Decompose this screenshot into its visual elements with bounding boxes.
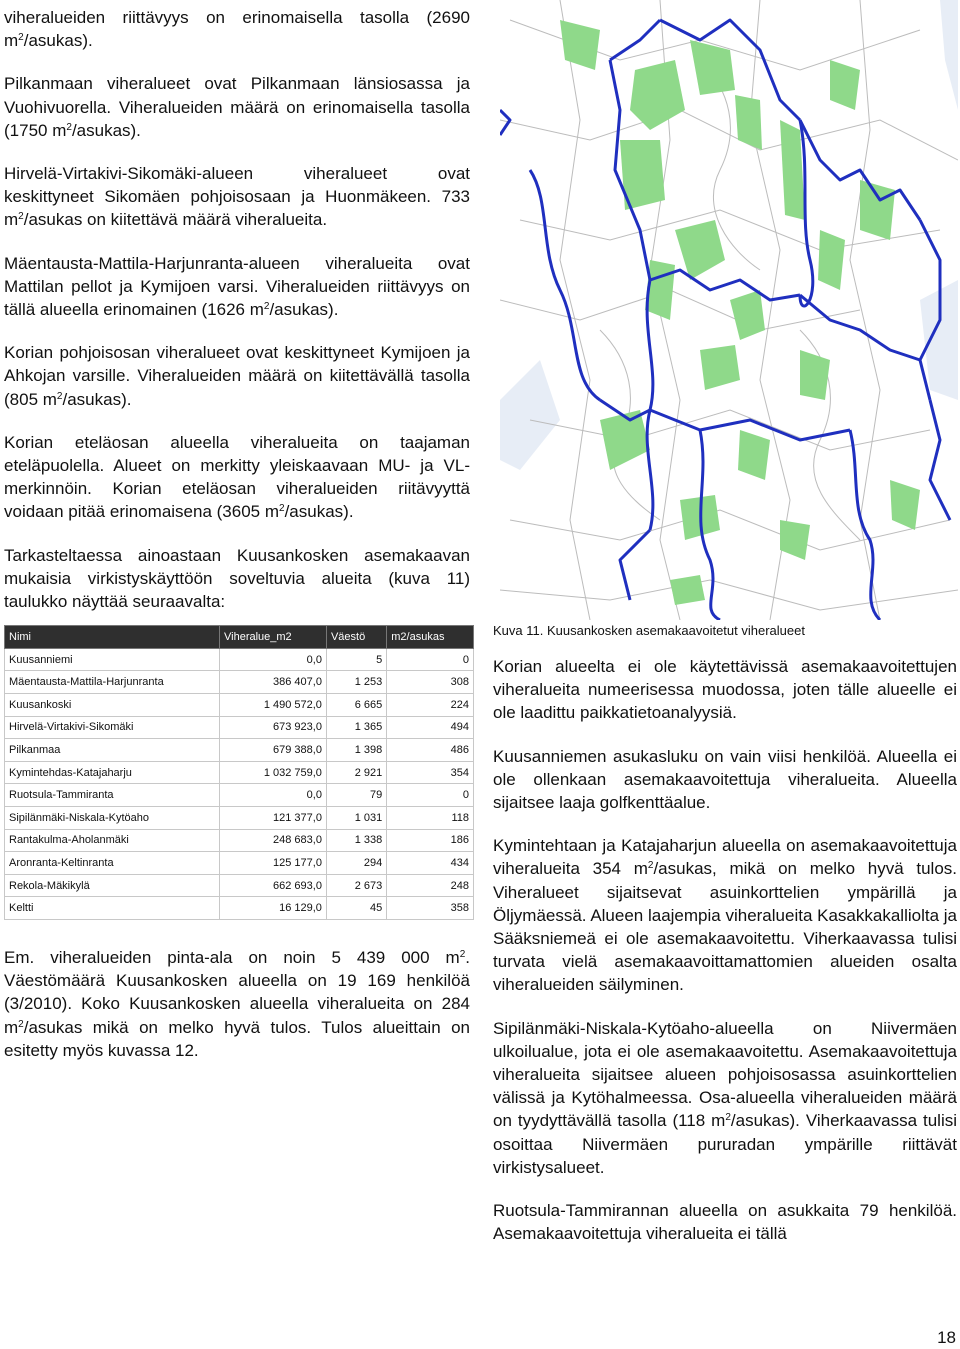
table-row [5,761,474,784]
table-cell: Mäentausta-Mattila-Harjunranta [5,671,220,694]
table-cell: 1 338 [326,829,386,852]
table-cell: Kymintehdas-Katajaharju [5,761,220,784]
table-cell: Hirvelä-Virtakivi-Sikomäki [5,716,220,739]
table-cell: 6 665 [326,694,386,717]
table-cell: 0,0 [220,648,327,671]
table-cell: 121 377,0 [220,807,327,830]
column-header: Nimi [5,626,220,649]
table-row [5,716,474,739]
table-cell: Kuusanniemi [5,648,220,671]
table-row [5,739,474,762]
table-cell: 224 [387,694,474,717]
table-row [5,829,474,852]
table-header-row [5,626,474,649]
table-cell: 358 [387,897,474,920]
table-cell: 0,0 [220,784,327,807]
table-cell: 673 923,0 [220,716,327,739]
table-cell: 5 [326,648,386,671]
table-cell: 1 032 759,0 [220,761,327,784]
paragraph: Kymintehtaan ja Katajaharjun alueella on asemakaavoitettuja viheralueita 354 $m^2$/asukas, mikä on melko hyvä tulos. Viheralueet sijaitsevat asuinkorttelien ympärillä ja Öljymäessä. Alueen laajempia viheralueita Kasakkakalliolta ja Sääksniemeä ei ole asemakaavoitettu. Viherkaavassa tulisi turvata vielä asemakaavoittamattomien alueiden osalta viheralueiden säilyminen. [493,836,957,995]
left-column [4,6,470,1082]
table-cell: 679 388,0 [220,739,327,762]
table-cell: 294 [326,852,386,875]
table-cell: 1 253 [326,671,386,694]
table-cell: 434 [387,852,474,875]
column-header: Väestö [326,626,386,649]
table-row [5,807,474,830]
table-cell: 662 693,0 [220,874,327,897]
table-cell: 186 [387,829,474,852]
table-cell: 79 [326,784,386,807]
paragraph: Hirvelä-Virtakivi-Sikomäki-alueen viheralueet ovat keskittyneet Sikomäen pohjoisosaan ja Huonmäkeen. 733 $m^2$/asukas on kiitettävä määrä viheralueita. [4,164,470,230]
paragraph: Korian eteläosan alueella viheralueita on taajaman eteläpuolella. Alueet on merkitty yleiskaavaan MU- ja VL-merkinnöin. Korian eteläosan viheralueiden riitävyyttä voidaan pitää erinomaisena (3605 $m^2/asukas$). [4,432,470,522]
table-cell: 2 673 [326,874,386,897]
right-column [493,623,957,1265]
table-cell: 486 [387,739,474,762]
paragraph: Korian alueelta ei ole käytettävissä asemakaavoitettujen viheralueita numeerisessa muodossa, joten tälle alueelle ei ole laadittu paikkatietoanalyysiä. [493,657,957,723]
table-cell: 386 407,0 [220,671,327,694]
table-cell: 125 177,0 [220,852,327,875]
table-cell: 494 [387,716,474,739]
paragraph: Pilkanmaan viheralueet ovat Pilkanmaan länsiosassa ja Vuohivuorella. Viheralueiden määrä on erinomaisella tasolla (1750 $m^2/asukas$). [4,74,470,140]
table-cell: 45 [326,897,386,920]
table-cell: Aronranta-Keltinranta [5,852,220,875]
table-cell: 1 365 [326,716,386,739]
figure-caption: Kuva 11. Kuusankosken asemakaavoitetut viheralueet [493,623,805,638]
table-row [5,897,474,920]
paragraph: viheralueiden riittävyys on erinomaisella tasolla (2690 $m^2/asukas$). [4,8,470,51]
table-cell: 118 [387,807,474,830]
table-row [5,694,474,717]
table-cell: Sipilänmäki-Niskala-Kytöaho [5,807,220,830]
table-cell: Keltti [5,897,220,920]
table-cell: 0 [387,648,474,671]
table-cell: 0 [387,784,474,807]
table-cell: Pilkanmaa [5,739,220,762]
paragraph: Korian pohjoisosan viheralueet ovat keskittyneet Kymijoen ja Ahkojan varsille. Viheralueiden määrä on kiitettävällä tasolla (805 $m^2/asukas$). [4,343,470,409]
table-cell: 248 683,0 [220,829,327,852]
table-cell: Rantakulma-Aholanmäki [5,829,220,852]
table-cell: Kuusankoski [5,694,220,717]
table-row [5,874,474,897]
table-cell: 1 490 572,0 [220,694,327,717]
page-number: 18 [937,1328,956,1347]
table-cell: Ruotsula-Tammiranta [5,784,220,807]
paragraph: Kuusanniemen asukasluku on vain viisi henkilöä. Alueella ei ole ollenkaan asemakaavoitettuja viheralueita. Alueella sijaitsee laaja golfkenttäalue. [493,746,957,813]
table-cell: 308 [387,671,474,694]
table-cell: 1 398 [326,739,386,762]
column-header: Viheralue_m2 [220,626,327,649]
table-cell: 16 129,0 [220,897,327,920]
table-cell: 248 [387,874,474,897]
table-row [5,784,474,807]
column-header: m2/asukas [387,626,474,649]
table-cell: Rekola-Mäkikylä [5,874,220,897]
map-figure [500,0,958,620]
table-row [5,852,474,875]
paragraph: Em. viheralueiden pinta-ala on noin 5 439 000 $m^2$. Väestömäärä Kuusankosken alueella on 19 169 henkilöä (3/2010). Koko Kuusankosken alueella viheralueita on 284 $m^2$/asukas mikä on melko hyvä tulos. Tulos alueittain on esitetty myös kuvassa 12. [4,947,470,1060]
green-area-table [4,625,474,920]
paragraph: Ruotsula-Tammirannan alueella on asukkaita 79 henkilöä. Asemakaavoitettuja viheralueita ei tällä [493,1201,957,1244]
table-row [5,671,474,694]
paragraph: Sipilänmäki-Niskala-Kytöaho-alueella on Niivermäen ulkoilualue, jota ei ole asemakaavoitettu. Asemakaavoitettuja viheralueita sijaitsee alueen pohjoisosassa asuinkorttelien välissä ja Kytöhalmeessa. Osa-alueella viheralueiden määrä on tyydyttävällä tasolla (118 $m^2/asukas$). Viherkaavassa tulisi osoittaa Niivermäen pururadan ympärille riittävät virkistysalueet. [493,1018,957,1177]
paragraph: Mäentausta-Mattila-Harjunranta-alueen viheralueita ovat Mattilan pellot ja Kymijoen varsi. Viheralueiden riittävyys on tällä alueella erinomainen (1626 $m^2/asukas$). [4,253,470,320]
table-cell: 1 031 [326,807,386,830]
paragraph: Tarkasteltaessa ainoastaan Kuusankosken asemakaavan mukaisia virkistyskäyttöön soveltuvia alueita (kuva 11) taulukko näyttää seuraavalta: [4,545,470,612]
table-row [5,648,474,671]
table-cell: 2 921 [326,761,386,784]
table-cell: 354 [387,761,474,784]
